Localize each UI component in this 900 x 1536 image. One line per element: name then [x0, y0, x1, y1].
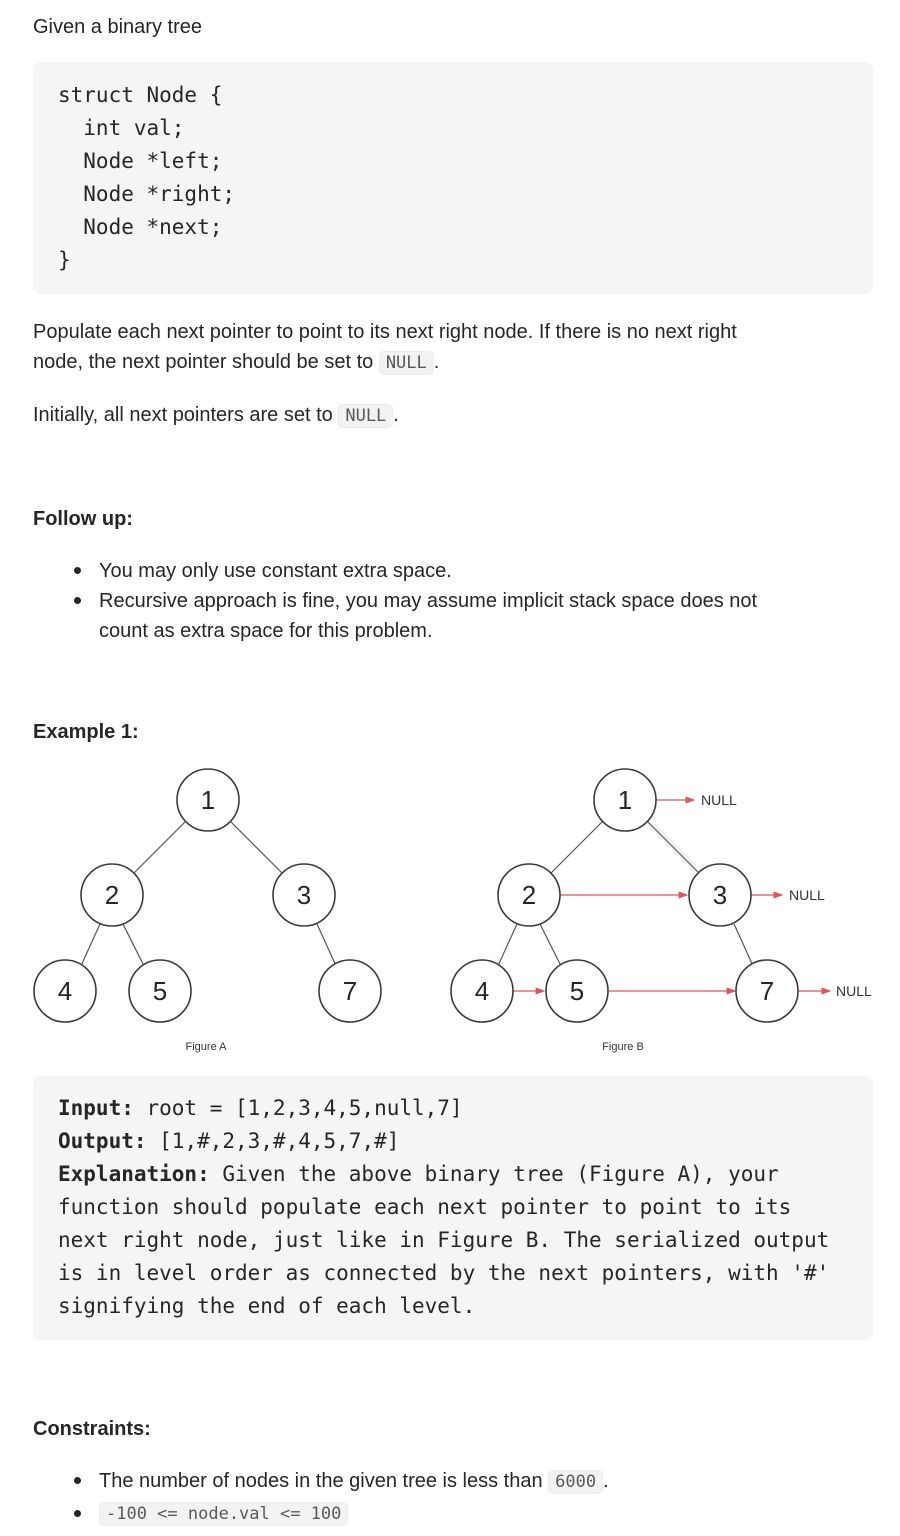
follow-up-item: You may only use constant extra space.	[99, 560, 452, 582]
input-value: root = [1,2,3,4,5,null,7]	[133, 1096, 463, 1120]
output-line	[58, 1125, 399, 1158]
input-line	[58, 1092, 463, 1125]
period: .	[433, 351, 440, 373]
node-label: 3	[296, 880, 312, 910]
period: .	[603, 1470, 609, 1492]
explanation-line: function should populate each next pointer to point to its	[58, 1195, 792, 1219]
figure-a-node-1	[177, 769, 239, 831]
explanation-line: next right node, just like in Figure B. The serialized output	[58, 1228, 830, 1252]
node-label: 5	[569, 976, 585, 1006]
figure-a-node-7	[319, 960, 381, 1022]
explanation-label: Explanation:	[58, 1162, 210, 1186]
null-label: NULL	[836, 983, 872, 999]
figure-a-node-5	[129, 960, 191, 1022]
bullet-icon	[74, 1477, 81, 1484]
follow-up-heading: Follow up:	[33, 508, 133, 530]
output-value: [1,#,2,3,#,4,5,7,#]	[146, 1129, 400, 1153]
input-label: Input:	[58, 1096, 134, 1120]
code-line: Node *next;	[58, 215, 223, 239]
figure-b-node-1	[594, 769, 656, 831]
bullet-icon	[74, 1510, 81, 1517]
follow-up-item: Recursive approach is fine, you may assume implicit stack space does not	[99, 590, 758, 612]
constraint-item	[99, 1466, 609, 1497]
constraints-heading: Constraints:	[33, 1418, 151, 1440]
code-line: Node *left;	[58, 149, 223, 173]
null-code: NULL	[379, 351, 434, 375]
output-label: Output:	[58, 1129, 147, 1153]
code-line: struct Node {	[58, 83, 223, 107]
explanation-line: is in level order as connected by the next pointers, with '#'	[58, 1261, 830, 1285]
null-code: NULL	[338, 404, 393, 428]
node-label: 1	[200, 785, 216, 815]
bullet-icon	[74, 567, 81, 574]
code-line: int val;	[58, 116, 185, 140]
node-label: 4	[474, 976, 490, 1006]
code-line: }	[58, 248, 71, 272]
figure-a-caption: Figure A	[185, 1041, 227, 1053]
null-label: NULL	[701, 792, 737, 808]
figure-b-node-7	[736, 960, 798, 1022]
figure-a-node-3	[273, 864, 335, 926]
explanation-text: Given the above binary tree (Figure A), your	[209, 1162, 779, 1186]
node-label: 5	[152, 976, 168, 1006]
constraint-text: The number of nodes in the given tree is less than	[99, 1470, 543, 1492]
node-label: 1	[617, 785, 633, 815]
tree-diagram	[0, 760, 900, 1060]
figure-a-node-2	[81, 864, 143, 926]
figure-b-node-3	[689, 864, 751, 926]
description-text: node, the next pointer should be set to	[33, 351, 374, 373]
figure-b-node-2	[498, 864, 560, 926]
figure-b-node-5	[546, 960, 608, 1022]
description-line-2	[33, 347, 439, 378]
figure-a-node-4	[34, 960, 96, 1022]
node-label: 7	[759, 976, 775, 1006]
description-line-1: Populate each next pointer to point to its next right node. If there is no next right	[33, 321, 737, 343]
constraint-code: -100 <= node.val <= 100	[99, 1502, 348, 1526]
figure-b-caption: Figure B	[602, 1041, 644, 1053]
example-heading: Example 1:	[33, 721, 139, 743]
period: .	[393, 404, 399, 426]
constraint-code: 6000	[548, 1470, 603, 1494]
node-label: 2	[104, 880, 120, 910]
node-label: 4	[57, 976, 73, 1006]
node-label: 7	[342, 976, 358, 1006]
constraint-item	[99, 1498, 348, 1529]
explanation-line: signifying the end of each level.	[58, 1294, 476, 1318]
follow-up-item-continued: count as extra space for this problem.	[99, 620, 433, 642]
struct-code-block	[33, 62, 873, 294]
node-label: 2	[521, 880, 537, 910]
initially-line	[33, 400, 399, 431]
example-code-block	[33, 1076, 873, 1340]
null-label: NULL	[789, 887, 825, 903]
figure-b-node-4	[451, 960, 513, 1022]
initially-text: Initially, all next pointers are set to	[33, 404, 333, 426]
intro-text: Given a binary tree	[33, 16, 202, 38]
code-line: Node *right;	[58, 182, 236, 206]
bullet-icon	[74, 597, 81, 604]
explanation-line	[58, 1158, 779, 1191]
node-label: 3	[712, 880, 728, 910]
